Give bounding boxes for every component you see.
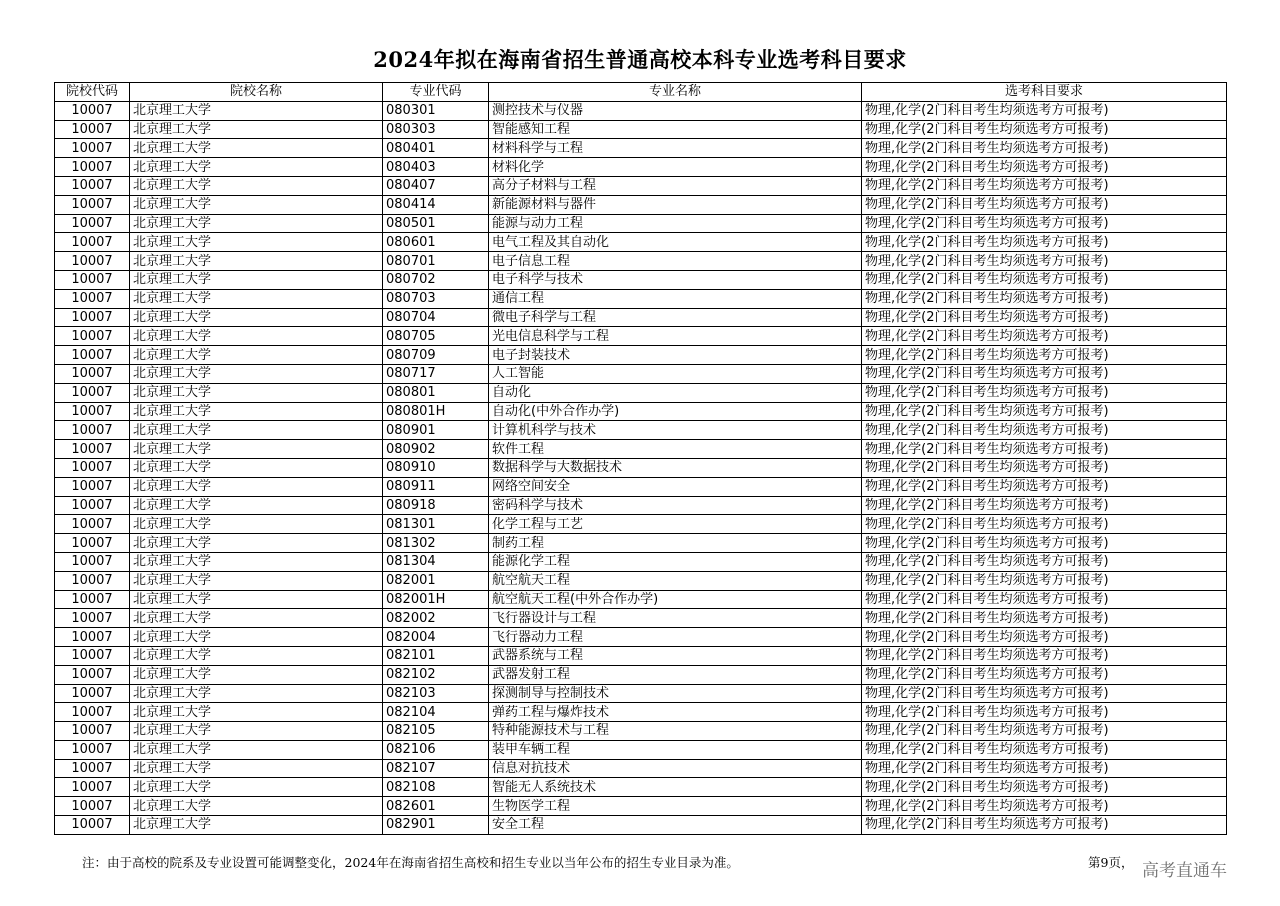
major-name-cell: 探测制导与控制技术	[489, 684, 862, 703]
major-name-cell: 装甲车辆工程	[489, 740, 862, 759]
subject-requirement-cell: 物理,化学(2门科目考生均须选考方可报考)	[862, 402, 1227, 421]
school-code-cell: 10007	[55, 797, 130, 816]
school-code-cell: 10007	[55, 571, 130, 590]
requirements-table	[54, 82, 1227, 835]
table-row	[55, 327, 1227, 346]
school-code-cell: 10007	[55, 722, 130, 741]
school-code-cell: 10007	[55, 778, 130, 797]
school-name-cell: 北京理工大学	[130, 515, 383, 534]
school-name-cell: 北京理工大学	[130, 665, 383, 684]
major-name-cell: 高分子材料与工程	[489, 176, 862, 195]
school-code-cell: 10007	[55, 684, 130, 703]
major-code-cell: 080801	[383, 383, 489, 402]
table-row	[55, 590, 1227, 609]
school-name-cell: 北京理工大学	[130, 440, 383, 459]
school-name-cell: 北京理工大学	[130, 364, 383, 383]
school-code-cell: 10007	[55, 383, 130, 402]
major-name-cell: 信息对抗技术	[489, 759, 862, 778]
watermark: 高考直通车	[1142, 861, 1227, 881]
school-code-cell: 10007	[55, 458, 130, 477]
school-code-cell: 10007	[55, 496, 130, 515]
school-name-cell: 北京理工大学	[130, 797, 383, 816]
header-major-code: 专业代码	[383, 83, 489, 102]
header-major-name: 专业名称	[489, 83, 862, 102]
major-name-cell: 通信工程	[489, 289, 862, 308]
table-row	[55, 101, 1227, 120]
table-row	[55, 440, 1227, 459]
school-name-cell: 北京理工大学	[130, 176, 383, 195]
subject-requirement-cell: 物理,化学(2门科目考生均须选考方可报考)	[862, 176, 1227, 195]
major-name-cell: 数据科学与大数据技术	[489, 458, 862, 477]
major-code-cell: 080601	[383, 233, 489, 252]
subject-requirement-cell: 物理,化学(2门科目考生均须选考方可报考)	[862, 440, 1227, 459]
subject-requirement-cell: 物理,化学(2门科目考生均须选考方可报考)	[862, 346, 1227, 365]
school-code-cell: 10007	[55, 120, 130, 139]
major-code-cell: 080902	[383, 440, 489, 459]
subject-requirement-cell: 物理,化学(2门科目考生均须选考方可报考)	[862, 383, 1227, 402]
school-code-cell: 10007	[55, 158, 130, 177]
school-name-cell: 北京理工大学	[130, 402, 383, 421]
major-name-cell: 人工智能	[489, 364, 862, 383]
major-name-cell: 智能感知工程	[489, 120, 862, 139]
school-code-cell: 10007	[55, 270, 130, 289]
major-code-cell: 080701	[383, 252, 489, 271]
major-code-cell: 080910	[383, 458, 489, 477]
school-code-cell: 10007	[55, 609, 130, 628]
school-name-cell: 北京理工大学	[130, 646, 383, 665]
major-code-cell: 082102	[383, 665, 489, 684]
school-name-cell: 北京理工大学	[130, 458, 383, 477]
table-body	[55, 101, 1227, 834]
subject-requirement-cell: 物理,化学(2门科目考生均须选考方可报考)	[862, 327, 1227, 346]
major-code-cell: 082107	[383, 759, 489, 778]
table-row	[55, 270, 1227, 289]
major-name-cell: 生物医学工程	[489, 797, 862, 816]
major-code-cell: 082001	[383, 571, 489, 590]
subject-requirement-cell: 物理,化学(2门科目考生均须选考方可报考)	[862, 101, 1227, 120]
table-row	[55, 703, 1227, 722]
school-code-cell: 10007	[55, 440, 130, 459]
footnote: 注：由于高校的院系及专业设置可能调整变化，2024年在海南省招生高校和招生专业以当年公布的招生专业目录为准。	[82, 855, 739, 870]
table-row	[55, 797, 1227, 816]
subject-requirement-cell: 物理,化学(2门科目考生均须选考方可报考)	[862, 571, 1227, 590]
table-row	[55, 684, 1227, 703]
major-code-cell: 082106	[383, 740, 489, 759]
table-row	[55, 383, 1227, 402]
table-row	[55, 496, 1227, 515]
school-name-cell: 北京理工大学	[130, 534, 383, 553]
major-code-cell: 080702	[383, 270, 489, 289]
subject-requirement-cell: 物理,化学(2门科目考生均须选考方可报考)	[862, 421, 1227, 440]
major-code-cell: 082001H	[383, 590, 489, 609]
subject-requirement-cell: 物理,化学(2门科目考生均须选考方可报考)	[862, 816, 1227, 835]
table-row	[55, 778, 1227, 797]
major-name-cell: 航空航天工程	[489, 571, 862, 590]
table-row	[55, 233, 1227, 252]
school-name-cell: 北京理工大学	[130, 158, 383, 177]
subject-requirement-cell: 物理,化学(2门科目考生均须选考方可报考)	[862, 120, 1227, 139]
subject-requirement-cell: 物理,化学(2门科目考生均须选考方可报考)	[862, 252, 1227, 271]
school-code-cell: 10007	[55, 703, 130, 722]
school-name-cell: 北京理工大学	[130, 477, 383, 496]
school-code-cell: 10007	[55, 628, 130, 647]
table-row	[55, 458, 1227, 477]
major-name-cell: 自动化	[489, 383, 862, 402]
subject-requirement-cell: 物理,化学(2门科目考生均须选考方可报考)	[862, 778, 1227, 797]
major-name-cell: 测控技术与仪器	[489, 101, 862, 120]
major-name-cell: 密码科学与技术	[489, 496, 862, 515]
header-school-name: 院校名称	[130, 83, 383, 102]
school-code-cell: 10007	[55, 327, 130, 346]
table-row	[55, 289, 1227, 308]
school-code-cell: 10007	[55, 515, 130, 534]
table-row	[55, 214, 1227, 233]
table-row	[55, 308, 1227, 327]
major-code-cell: 080301	[383, 101, 489, 120]
major-name-cell: 电气工程及其自动化	[489, 233, 862, 252]
school-code-cell: 10007	[55, 646, 130, 665]
school-name-cell: 北京理工大学	[130, 609, 383, 628]
subject-requirement-cell: 物理,化学(2门科目考生均须选考方可报考)	[862, 195, 1227, 214]
table-row	[55, 158, 1227, 177]
school-code-cell: 10007	[55, 590, 130, 609]
school-name-cell: 北京理工大学	[130, 759, 383, 778]
school-code-cell: 10007	[55, 759, 130, 778]
school-name-cell: 北京理工大学	[130, 233, 383, 252]
school-code-cell: 10007	[55, 402, 130, 421]
major-code-cell: 080401	[383, 139, 489, 158]
table-row	[55, 534, 1227, 553]
major-code-cell: 080801H	[383, 402, 489, 421]
major-name-cell: 安全工程	[489, 816, 862, 835]
major-name-cell: 计算机科学与技术	[489, 421, 862, 440]
subject-requirement-cell: 物理,化学(2门科目考生均须选考方可报考)	[862, 740, 1227, 759]
table-row	[55, 139, 1227, 158]
table-row	[55, 195, 1227, 214]
major-name-cell: 飞行器动力工程	[489, 628, 862, 647]
major-code-cell: 081302	[383, 534, 489, 553]
school-name-cell: 北京理工大学	[130, 778, 383, 797]
major-name-cell: 智能无人系统技术	[489, 778, 862, 797]
major-name-cell: 电子封装技术	[489, 346, 862, 365]
school-name-cell: 北京理工大学	[130, 722, 383, 741]
school-code-cell: 10007	[55, 477, 130, 496]
table-row	[55, 628, 1227, 647]
header-subject-requirement: 选考科目要求	[862, 83, 1227, 102]
school-code-cell: 10007	[55, 289, 130, 308]
subject-requirement-cell: 物理,化学(2门科目考生均须选考方可报考)	[862, 233, 1227, 252]
subject-requirement-cell: 物理,化学(2门科目考生均须选考方可报考)	[862, 308, 1227, 327]
major-code-cell: 080717	[383, 364, 489, 383]
subject-requirement-cell: 物理,化学(2门科目考生均须选考方可报考)	[862, 628, 1227, 647]
table-row	[55, 515, 1227, 534]
major-name-cell: 光电信息科学与工程	[489, 327, 862, 346]
major-name-cell: 材料化学	[489, 158, 862, 177]
major-code-cell: 082105	[383, 722, 489, 741]
table-row	[55, 346, 1227, 365]
school-name-cell: 北京理工大学	[130, 252, 383, 271]
major-code-cell: 082601	[383, 797, 489, 816]
subject-requirement-cell: 物理,化学(2门科目考生均须选考方可报考)	[862, 646, 1227, 665]
table-row	[55, 364, 1227, 383]
subject-requirement-cell: 物理,化学(2门科目考生均须选考方可报考)	[862, 270, 1227, 289]
school-code-cell: 10007	[55, 421, 130, 440]
school-name-cell: 北京理工大学	[130, 684, 383, 703]
subject-requirement-cell: 物理,化学(2门科目考生均须选考方可报考)	[862, 158, 1227, 177]
school-name-cell: 北京理工大学	[130, 270, 383, 289]
table-row	[55, 176, 1227, 195]
table-row	[55, 722, 1227, 741]
school-code-cell: 10007	[55, 308, 130, 327]
school-code-cell: 10007	[55, 101, 130, 120]
subject-requirement-cell: 物理,化学(2门科目考生均须选考方可报考)	[862, 289, 1227, 308]
subject-requirement-cell: 物理,化学(2门科目考生均须选考方可报考)	[862, 534, 1227, 553]
subject-requirement-cell: 物理,化学(2门科目考生均须选考方可报考)	[862, 590, 1227, 609]
school-name-cell: 北京理工大学	[130, 195, 383, 214]
header-school-code: 院校代码	[55, 83, 130, 102]
major-code-cell: 082901	[383, 816, 489, 835]
subject-requirement-cell: 物理,化学(2门科目考生均须选考方可报考)	[862, 684, 1227, 703]
major-code-cell: 080901	[383, 421, 489, 440]
school-name-cell: 北京理工大学	[130, 214, 383, 233]
major-code-cell: 082108	[383, 778, 489, 797]
major-name-cell: 弹药工程与爆炸技术	[489, 703, 862, 722]
school-name-cell: 北京理工大学	[130, 346, 383, 365]
school-code-cell: 10007	[55, 195, 130, 214]
major-code-cell: 080403	[383, 158, 489, 177]
table-row	[55, 477, 1227, 496]
subject-requirement-cell: 物理,化学(2门科目考生均须选考方可报考)	[862, 496, 1227, 515]
school-name-cell: 北京理工大学	[130, 289, 383, 308]
major-name-cell: 材料科学与工程	[489, 139, 862, 158]
subject-requirement-cell: 物理,化学(2门科目考生均须选考方可报考)	[862, 458, 1227, 477]
major-code-cell: 082002	[383, 609, 489, 628]
school-name-cell: 北京理工大学	[130, 496, 383, 515]
major-name-cell: 新能源材料与器件	[489, 195, 862, 214]
major-name-cell: 武器系统与工程	[489, 646, 862, 665]
major-code-cell: 080709	[383, 346, 489, 365]
table-row	[55, 421, 1227, 440]
school-code-cell: 10007	[55, 176, 130, 195]
major-name-cell: 网络空间安全	[489, 477, 862, 496]
school-name-cell: 北京理工大学	[130, 740, 383, 759]
school-code-cell: 10007	[55, 364, 130, 383]
major-name-cell: 飞行器设计与工程	[489, 609, 862, 628]
major-name-cell: 软件工程	[489, 440, 862, 459]
table-row	[55, 816, 1227, 835]
school-name-cell: 北京理工大学	[130, 327, 383, 346]
major-code-cell: 082101	[383, 646, 489, 665]
table-row	[55, 740, 1227, 759]
table-row	[55, 646, 1227, 665]
major-code-cell: 080303	[383, 120, 489, 139]
major-name-cell: 能源与动力工程	[489, 214, 862, 233]
subject-requirement-cell: 物理,化学(2门科目考生均须选考方可报考)	[862, 515, 1227, 534]
major-code-cell: 082104	[383, 703, 489, 722]
major-code-cell: 082103	[383, 684, 489, 703]
subject-requirement-cell: 物理,化学(2门科目考生均须选考方可报考)	[862, 477, 1227, 496]
subject-requirement-cell: 物理,化学(2门科目考生均须选考方可报考)	[862, 722, 1227, 741]
school-name-cell: 北京理工大学	[130, 816, 383, 835]
table-row	[55, 759, 1227, 778]
major-code-cell: 080918	[383, 496, 489, 515]
major-code-cell: 081301	[383, 515, 489, 534]
major-name-cell: 电子科学与技术	[489, 270, 862, 289]
subject-requirement-cell: 物理,化学(2门科目考生均须选考方可报考)	[862, 703, 1227, 722]
school-code-cell: 10007	[55, 139, 130, 158]
subject-requirement-cell: 物理,化学(2门科目考生均须选考方可报考)	[862, 214, 1227, 233]
school-code-cell: 10007	[55, 346, 130, 365]
table-row	[55, 402, 1227, 421]
school-code-cell: 10007	[55, 552, 130, 571]
school-name-cell: 北京理工大学	[130, 383, 383, 402]
major-name-cell: 能源化学工程	[489, 552, 862, 571]
subject-requirement-cell: 物理,化学(2门科目考生均须选考方可报考)	[862, 609, 1227, 628]
school-code-cell: 10007	[55, 252, 130, 271]
table-row	[55, 571, 1227, 590]
school-code-cell: 10007	[55, 740, 130, 759]
table-row	[55, 252, 1227, 271]
major-code-cell: 080704	[383, 308, 489, 327]
major-code-cell: 080705	[383, 327, 489, 346]
major-code-cell: 080407	[383, 176, 489, 195]
school-code-cell: 10007	[55, 816, 130, 835]
table-row	[55, 665, 1227, 684]
subject-requirement-cell: 物理,化学(2门科目考生均须选考方可报考)	[862, 364, 1227, 383]
school-name-cell: 北京理工大学	[130, 101, 383, 120]
school-name-cell: 北京理工大学	[130, 421, 383, 440]
table-row	[55, 609, 1227, 628]
school-name-cell: 北京理工大学	[130, 571, 383, 590]
subject-requirement-cell: 物理,化学(2门科目考生均须选考方可报考)	[862, 552, 1227, 571]
subject-requirement-cell: 物理,化学(2门科目考生均须选考方可报考)	[862, 759, 1227, 778]
major-name-cell: 化学工程与工艺	[489, 515, 862, 534]
major-name-cell: 电子信息工程	[489, 252, 862, 271]
school-name-cell: 北京理工大学	[130, 552, 383, 571]
table-row	[55, 552, 1227, 571]
table-header-row	[55, 83, 1227, 102]
table-row	[55, 120, 1227, 139]
major-code-cell: 080501	[383, 214, 489, 233]
school-name-cell: 北京理工大学	[130, 308, 383, 327]
major-name-cell: 微电子科学与工程	[489, 308, 862, 327]
major-code-cell: 082004	[383, 628, 489, 647]
school-name-cell: 北京理工大学	[130, 120, 383, 139]
school-name-cell: 北京理工大学	[130, 703, 383, 722]
page-number: 第9页，	[1088, 855, 1134, 870]
school-name-cell: 北京理工大学	[130, 139, 383, 158]
school-name-cell: 北京理工大学	[130, 628, 383, 647]
major-code-cell: 080703	[383, 289, 489, 308]
school-code-cell: 10007	[55, 214, 130, 233]
major-code-cell: 081304	[383, 552, 489, 571]
major-name-cell: 特种能源技术与工程	[489, 722, 862, 741]
school-name-cell: 北京理工大学	[130, 590, 383, 609]
major-name-cell: 航空航天工程(中外合作办学)	[489, 590, 862, 609]
school-code-cell: 10007	[55, 665, 130, 684]
page-title: 2024年拟在海南省招生普通高校本科专业选考科目要求	[373, 47, 907, 72]
subject-requirement-cell: 物理,化学(2门科目考生均须选考方可报考)	[862, 665, 1227, 684]
subject-requirement-cell: 物理,化学(2门科目考生均须选考方可报考)	[862, 797, 1227, 816]
major-code-cell: 080414	[383, 195, 489, 214]
major-name-cell: 自动化(中外合作办学)	[489, 402, 862, 421]
major-name-cell: 制药工程	[489, 534, 862, 553]
major-code-cell: 080911	[383, 477, 489, 496]
school-code-cell: 10007	[55, 534, 130, 553]
subject-requirement-cell: 物理,化学(2门科目考生均须选考方可报考)	[862, 139, 1227, 158]
major-name-cell: 武器发射工程	[489, 665, 862, 684]
school-code-cell: 10007	[55, 233, 130, 252]
